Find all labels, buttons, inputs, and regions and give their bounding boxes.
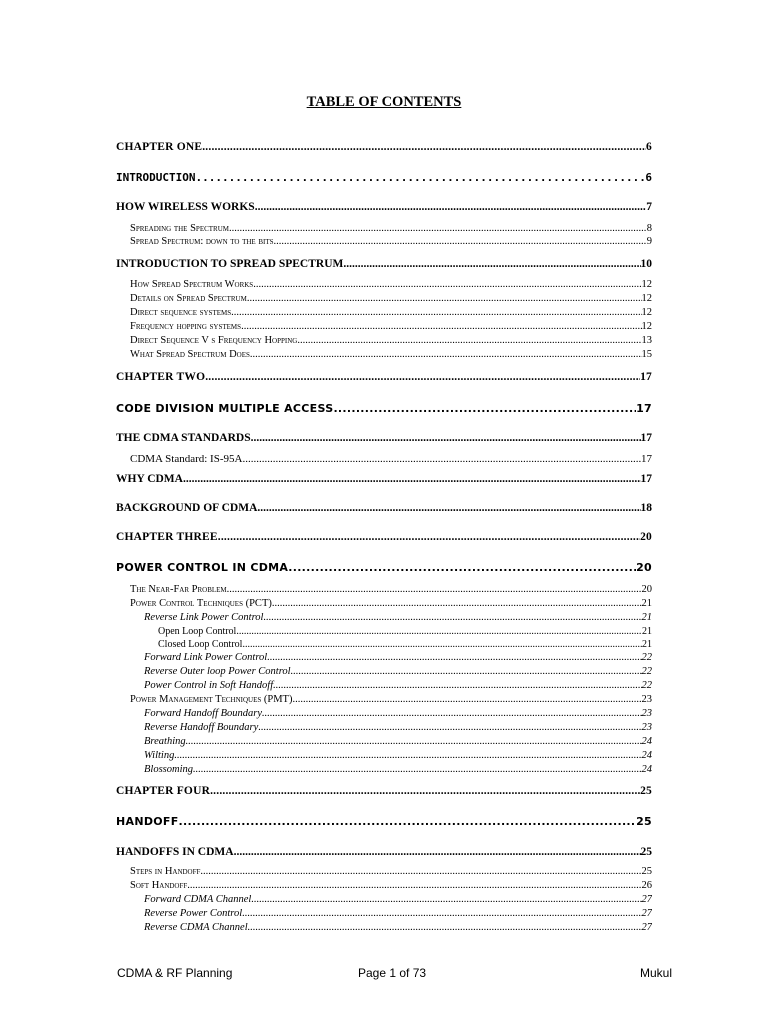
- toc-leader: [288, 561, 636, 574]
- toc-entry-reverse-power-control[interactable]: [144, 908, 652, 919]
- toc-entry-the-cdma-standards[interactable]: [116, 432, 652, 444]
- toc-label: Blossoming: [144, 764, 194, 775]
- toc-leader: [229, 223, 647, 234]
- toc-label: Frequency hopping systems: [130, 321, 242, 332]
- toc-leader: [251, 432, 641, 444]
- toc-page-number: 6: [646, 141, 652, 153]
- toc-leader: [250, 349, 642, 360]
- toc-page-number: 10: [640, 258, 652, 270]
- toc-page-number: 17: [640, 473, 652, 485]
- toc-leader: [273, 680, 641, 691]
- toc-leader: [292, 694, 641, 705]
- toc-entry-frequency-hopping-systems[interactable]: [130, 321, 652, 332]
- toc-label: Direct Sequence V s Frequency Hopping: [130, 335, 298, 346]
- toc-entry-background-of-cdma[interactable]: [116, 502, 652, 514]
- toc-label: HANDOFFS IN CDMA: [116, 846, 234, 858]
- toc-leader: [195, 171, 645, 184]
- toc-label: Reverse Handoff Boundary: [144, 722, 259, 733]
- toc-leader: [202, 141, 646, 153]
- toc-label: WHY CDMA: [116, 473, 183, 485]
- toc-label: CHAPTER THREE: [116, 531, 218, 543]
- toc-entry-wilting[interactable]: [144, 750, 652, 761]
- toc-leader: [241, 321, 641, 332]
- toc-page-number: 21: [641, 598, 652, 609]
- toc-label: Power Management Techniques (PMT): [130, 694, 293, 705]
- toc-entry-how-spread-spectrum-works[interactable]: [130, 279, 652, 290]
- toc-entry-blossoming[interactable]: [144, 764, 652, 775]
- toc-leader: [262, 708, 641, 719]
- toc-leader: [263, 612, 641, 623]
- toc-leader: [248, 922, 642, 933]
- toc-label: Steps in Handoff: [130, 866, 201, 877]
- toc-label: Forward CDMA Channel: [144, 894, 252, 905]
- toc-entry-forward-link-power-control[interactable]: [144, 652, 652, 663]
- toc-page-number: 17: [641, 453, 652, 465]
- footer-author: Mukul: [640, 966, 673, 980]
- toc-page-number: 15: [641, 349, 652, 360]
- toc-entry-handoff[interactable]: [116, 815, 652, 828]
- toc-entry-code-division-multiple-access[interactable]: [116, 402, 652, 415]
- toc-leader: [210, 785, 640, 797]
- toc-label: INTRODUCTION TO SPREAD SPECTRUM: [116, 258, 344, 270]
- toc-label: Reverse Outer loop Power Control: [144, 666, 291, 677]
- toc-label: Reverse Link Power Control: [144, 612, 264, 623]
- toc-leader: [187, 880, 641, 891]
- toc-entry-reverse-cdma-channel[interactable]: [144, 922, 652, 933]
- toc-leader: [291, 666, 642, 677]
- toc-page-number: 25: [640, 785, 652, 797]
- toc-page-number: 8: [646, 223, 652, 234]
- toc-leader: [253, 279, 641, 290]
- toc-label: Forward Link Power Control: [144, 652, 268, 663]
- toc-leader: [242, 639, 642, 650]
- toc-entry-steps-in-handoff[interactable]: [130, 866, 652, 877]
- toc-page-number: 17: [640, 371, 652, 383]
- toc-entry-handoffs-in-cdma[interactable]: [116, 846, 652, 858]
- toc-page-number: 25: [640, 846, 652, 858]
- toc-entry-details-on-spread-spectrum[interactable]: [130, 293, 652, 304]
- toc-page-number: 12: [641, 293, 652, 304]
- toc-page-number: 17: [636, 402, 652, 415]
- toc-label: HOW WIRELESS WORKS: [116, 201, 255, 213]
- toc-label: Direct sequence systems: [130, 307, 232, 318]
- toc-page-number: 27: [641, 894, 652, 905]
- toc-entry-power-control-techniques[interactable]: [130, 598, 652, 609]
- toc-leader: [242, 908, 641, 919]
- toc-entry-open-loop-control[interactable]: [158, 626, 652, 637]
- toc-page-number: 24: [641, 736, 652, 747]
- footer-page-number: Page 1 of 73: [358, 966, 427, 980]
- toc-page-number: 25: [636, 815, 652, 828]
- toc-label: Breathing: [144, 736, 186, 747]
- toc-page-number: 17: [640, 432, 652, 444]
- toc-page-number: 23: [641, 694, 652, 705]
- toc-entry-power-control-in-cdma[interactable]: [116, 561, 652, 574]
- toc-leader: [257, 502, 640, 514]
- toc-entry-introduction[interactable]: [116, 171, 652, 184]
- toc-label: What Spread Spectrum Does: [130, 349, 250, 360]
- toc-leader: [200, 866, 641, 877]
- toc-page-number: 7: [646, 201, 652, 213]
- toc-leader: [258, 722, 641, 733]
- toc-label: POWER CONTROL IN CDMA: [116, 561, 289, 574]
- toc-entry-what-spread-spectrum-does[interactable]: [130, 349, 652, 360]
- toc-label: Closed Loop Control: [158, 639, 243, 650]
- toc-leader: [174, 750, 641, 761]
- toc-page-number: 20: [641, 584, 652, 595]
- toc-leader: [247, 293, 642, 304]
- toc-page-number: 18: [640, 502, 652, 514]
- toc-entry-direct-sequence-systems[interactable]: [130, 307, 652, 318]
- toc-entry-forward-handoff-boundary[interactable]: [144, 708, 652, 719]
- toc-page-number: 21: [641, 612, 652, 623]
- toc-label: HANDOFF: [116, 815, 179, 828]
- toc-leader: [297, 335, 641, 346]
- toc-label: The Near-Far Problem: [130, 584, 227, 595]
- toc-label: Power Control in Soft Handoff: [144, 680, 274, 691]
- toc-entry-spread-spectrum-down-to-the-bits[interactable]: [130, 236, 652, 247]
- toc-entry-reverse-handoff-boundary[interactable]: [144, 722, 652, 733]
- toc-leader: [343, 258, 640, 270]
- toc-page-number: 24: [641, 750, 652, 761]
- toc-page-number: 12: [641, 307, 652, 318]
- toc-label: Wilting: [144, 750, 175, 761]
- toc-page-number: 25: [641, 866, 652, 877]
- toc-page-number: 22: [641, 680, 652, 691]
- toc-entry-why-cdma[interactable]: [116, 473, 652, 485]
- toc-page-number: 22: [641, 666, 652, 677]
- toc-label: CHAPTER ONE: [116, 141, 203, 153]
- toc-page-number: 26: [641, 880, 652, 891]
- toc-leader: [205, 371, 640, 383]
- toc-leader: [333, 402, 636, 415]
- toc-entry-spreading-the-spectrum[interactable]: [130, 223, 652, 234]
- toc-leader: [183, 473, 641, 485]
- toc-page-number: 22: [641, 652, 652, 663]
- toc-label: CODE DIVISION MULTIPLE ACCESS: [116, 402, 334, 415]
- toc-leader: [242, 453, 641, 465]
- toc-page-number: 21: [642, 626, 652, 637]
- toc-page-number: 21: [642, 639, 652, 650]
- toc-entry-chapter-three[interactable]: [116, 531, 652, 543]
- toc-page-number: 20: [636, 561, 652, 574]
- toc-page-number: 9: [646, 236, 652, 247]
- toc-entry-direct-sequence-vs-frequency-hopping[interactable]: [130, 335, 652, 346]
- toc-label: INTRODUCTION: [116, 171, 196, 184]
- footer-document-name: CDMA & RF Planning: [117, 966, 233, 980]
- toc-page-number: 23: [641, 722, 652, 733]
- page-title: TABLE OF CONTENTS: [306, 94, 462, 110]
- toc-label: Spread Spectrum: down to the bits: [130, 236, 274, 247]
- toc-entry-reverse-outer-loop-power-control[interactable]: [144, 666, 652, 677]
- toc-leader: [236, 626, 642, 637]
- toc-leader: [227, 584, 642, 595]
- toc-leader: [255, 201, 647, 213]
- toc-entry-chapter-one[interactable]: [116, 141, 652, 153]
- toc-label: CHAPTER FOUR: [116, 785, 211, 797]
- toc-entry-breathing[interactable]: [144, 736, 652, 747]
- toc-page-number: 6: [645, 171, 652, 184]
- toc-entry-power-management-techniques[interactable]: [130, 694, 652, 705]
- toc-page-number: 13: [641, 335, 652, 346]
- toc-page-number: 24: [641, 764, 652, 775]
- toc-entry-power-control-in-soft-handoff[interactable]: [144, 680, 652, 691]
- toc-label: Details on Spread Spectrum: [130, 293, 247, 304]
- toc-leader: [274, 236, 647, 247]
- toc-entry-cdma-standard-is-95a[interactable]: [130, 453, 652, 465]
- toc-label: Reverse CDMA Channel: [144, 922, 248, 933]
- toc-label: Forward Handoff Boundary: [144, 708, 263, 719]
- toc-leader: [272, 598, 642, 609]
- toc-page-number: 12: [641, 321, 652, 332]
- toc-leader: [231, 307, 641, 318]
- toc-entry-the-near-far-problem[interactable]: [130, 584, 652, 595]
- toc-label: Soft Handoff: [130, 880, 188, 891]
- toc-leader: [234, 846, 641, 858]
- toc-label: BACKGROUND OF CDMA: [116, 502, 258, 514]
- toc-label: Power Control Techniques (PCT): [130, 598, 272, 609]
- toc-leader: [251, 894, 641, 905]
- toc-entry-introduction-to-spread-spectrum[interactable]: [116, 258, 652, 270]
- toc-entry-closed-loop-control[interactable]: [158, 639, 652, 650]
- toc-leader: [186, 736, 642, 747]
- toc-leader: [179, 815, 637, 828]
- toc-page-number: 20: [640, 531, 652, 543]
- toc-page-number: 27: [641, 922, 652, 933]
- toc-leader: [218, 531, 640, 543]
- toc-label: CHAPTER TWO: [116, 371, 206, 383]
- toc-label: Open Loop Control: [158, 626, 237, 637]
- toc-label: THE CDMA STANDARDS: [116, 432, 251, 444]
- toc-label: Reverse Power Control: [144, 908, 243, 919]
- toc-page-number: 27: [641, 908, 652, 919]
- toc-entry-chapter-two[interactable]: [116, 371, 652, 383]
- toc-entry-how-wireless-works[interactable]: [116, 201, 652, 213]
- toc-label: Spreading the Spectrum: [130, 223, 229, 234]
- toc-leader: [193, 764, 641, 775]
- toc-entry-forward-cdma-channel[interactable]: [144, 894, 652, 905]
- toc-leader: [267, 652, 641, 663]
- toc-label: CDMA Standard: IS-95A: [130, 453, 243, 465]
- toc-entry-chapter-four[interactable]: [116, 785, 652, 797]
- toc-entry-reverse-link-power-control[interactable]: [144, 612, 652, 623]
- toc-page-number: 23: [641, 708, 652, 719]
- toc-entry-soft-handoff[interactable]: [130, 880, 652, 891]
- toc-label: How Spread Spectrum Works: [130, 279, 254, 290]
- toc-page-number: 12: [641, 279, 652, 290]
